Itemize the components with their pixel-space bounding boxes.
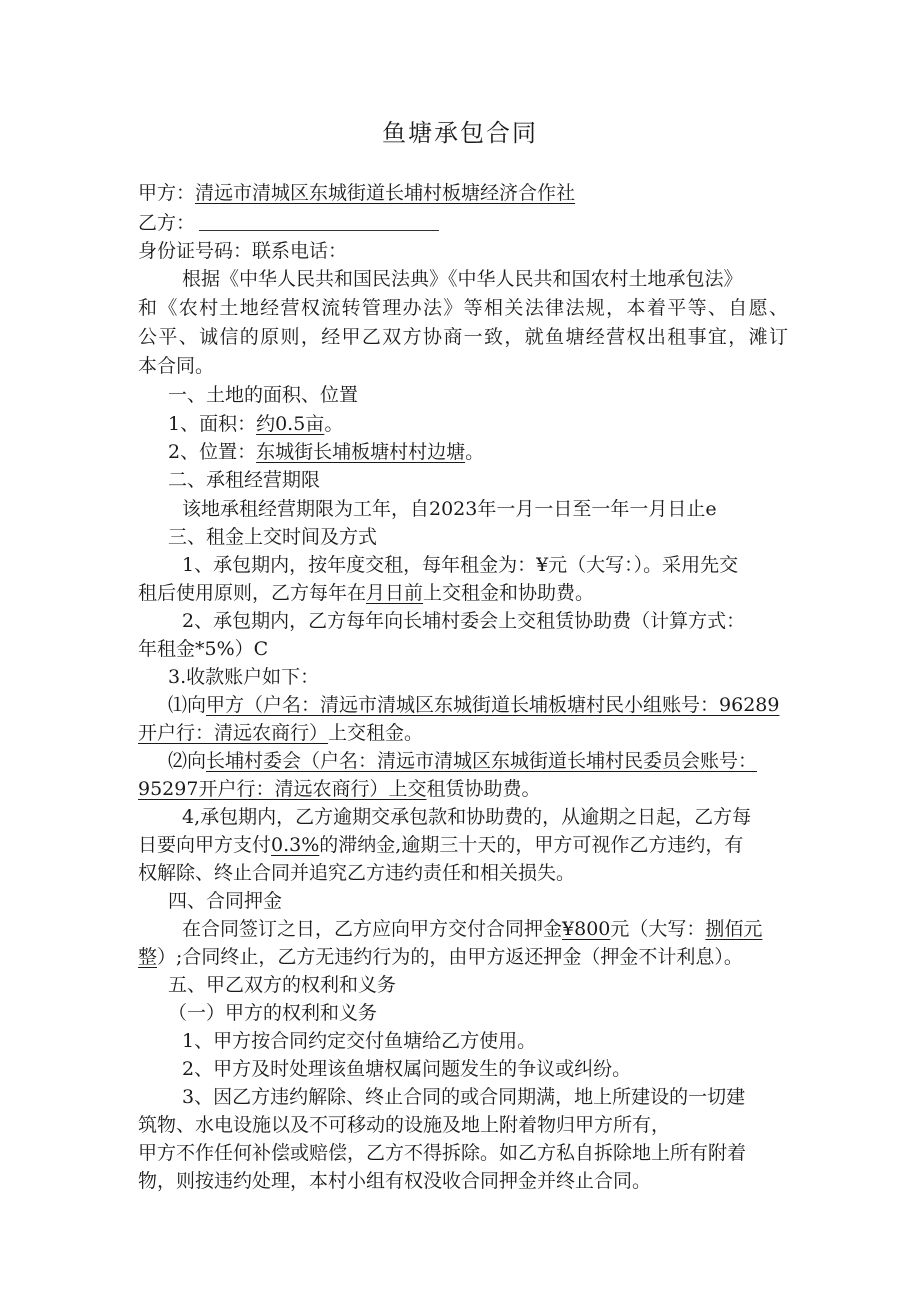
section-5-heading: 五、甲乙双方的权利和义务 [168,974,397,996]
accounts-heading: 3.收款账户如下： [168,666,320,688]
section-4-heading: 四、合同押金 [168,890,283,912]
location-end: 。 [465,441,485,463]
party-a-name: 清远市清城区东城街道长埔村板塘经济合作社 [195,182,576,204]
account-2-detail: 长埔村委会（户名：清远市清城区东城街道长埔村民委员会账号： [206,750,758,772]
party-a-item-1: 1、甲方按合同约定交付鱼塘给乙方使用。 [182,1030,537,1052]
rent-due-date: 月日前 [366,582,424,604]
late-fee-line-2 [138,830,743,860]
rent-line-2 [138,578,594,608]
area-line [168,409,343,439]
location-value: 东城街长埔板塘村村边塘 [256,441,466,463]
deposit-amount-words-end: 整 [138,946,158,968]
intro-line-1: 根据《中华人民共和国民法典》《中华人民共和国农村土地承包法》 [182,268,743,290]
account-2-end: 租赁协助费。 [426,778,541,800]
account-2-prefix: ⑵向 [168,750,207,772]
section-3-heading: 三、租金上交时间及方式 [168,526,378,548]
deposit-line-1-b: 元（大写： [610,918,706,940]
account-1-end: 上交租金。 [328,722,424,744]
account-1-prefix: ⑴向 [168,694,207,716]
party-a-rights-heading: （一）甲方的权利和义务 [168,1002,378,1024]
rent-line-1: 1、承包期内，按年度交租，每年租金为：¥元（大写：）。采用先交 [182,554,739,576]
intro-line-2: 和《农村土地经营权流转管理办法》等相关法律法规，本着平等、自愿、 [138,297,788,319]
area-value: 约0.5亩 [256,413,325,435]
deposit-amount-words: 捌佰元 [705,918,763,940]
account-1-bank: 开户行：清远农商行） [138,722,329,744]
rent-line-2-b: 上交租金和协助费。 [423,582,595,604]
account-1-line-2 [138,718,423,748]
location-label: 2、位置： [168,441,257,463]
fee-line-2: 年租金*5%）C [138,638,269,660]
account-1-line-1 [168,690,779,720]
party-b-label: 乙方： [138,212,196,234]
late-fee-rate: 0.3% [271,834,320,856]
fee-line-1: 2、承包期内，乙方每年向长埔村委会上交租赁协助费（计算方式： [182,610,746,632]
deposit-amount: ¥800 [562,918,611,940]
section-1-heading: 一、土地的面积、位置 [168,384,359,406]
party-b-blank [199,212,439,231]
account-2-line-2 [138,774,540,804]
account-1-detail: 甲方（户名：清远市清城区东城街道长埔板塘村民小组账号：96289 [206,694,780,716]
party-a-item-3-line-1: 3、因乙方违约解除、终止合同的或合同期满，地上所建设的一切建 [182,1086,746,1108]
deposit-line-1-a: 在合同签订之日，乙方应向甲方交付合同押金 [182,918,563,940]
late-fee-line-3: 权解除、终止合同并追究乙方违约责任和相关损失。 [138,862,576,884]
intro-line-4: 本合同。 [138,355,215,377]
deposit-line-2-b: ）;合同终止，乙方无违约行为的，由甲方返还押金（押金不计利息）。 [157,946,743,968]
id-phone-line: 身份证号码：联系电话： [138,240,348,262]
document-title: 鱼塘承包合同 [382,119,538,147]
party-b-line [138,208,439,238]
party-a-item-3-line-4: 物，则按违约处理，本村小组有权没收合同押金并终止合同。 [138,1170,652,1192]
deposit-line-2 [138,942,743,972]
party-a-item-2: 2、甲方及时处理该鱼塘权属问题发生的争议或纠纷。 [182,1058,632,1080]
section-2-heading: 二、承租经营期限 [168,469,321,491]
late-fee-line-1: 4,承包期内，乙方逾期交承包款和协助费的，从逾期之日起，乙方每 [182,806,752,828]
term-line: 该地承租经营期限为工年，自2023年一月一日至一年一月日止e [182,498,717,520]
account-2-line-1 [168,746,757,776]
intro-line-3: 公平、诚信的原则，经甲乙双方协商一致，就鱼塘经营权出租事宜，滩订 [138,326,788,348]
rent-line-2-a: 租后使用原则，乙方每年在 [138,582,367,604]
party-a-item-3-line-3: 甲方不作任何补偿或赔偿，乙方不得拆除。如乙方私自拆除地上所有附着 [138,1142,747,1164]
account-2-bank: 95297开户行：清远农商行）上交 [138,778,427,800]
area-label: 1、面积： [168,413,257,435]
late-fee-line-2-a: 日要向甲方支付 [138,834,272,856]
location-line [168,437,484,467]
party-a-line [138,178,575,208]
area-end: 。 [324,413,344,435]
party-a-item-3-line-2: 筑物、水电设施以及不可移动的设施及地上附着物归甲方所有， [138,1114,671,1136]
party-a-label: 甲方： [138,182,196,204]
deposit-line-1 [182,914,762,944]
late-fee-line-2-b: 的滞纳金,逾期三十天的，甲方可视作乙方违约，有 [319,834,744,856]
